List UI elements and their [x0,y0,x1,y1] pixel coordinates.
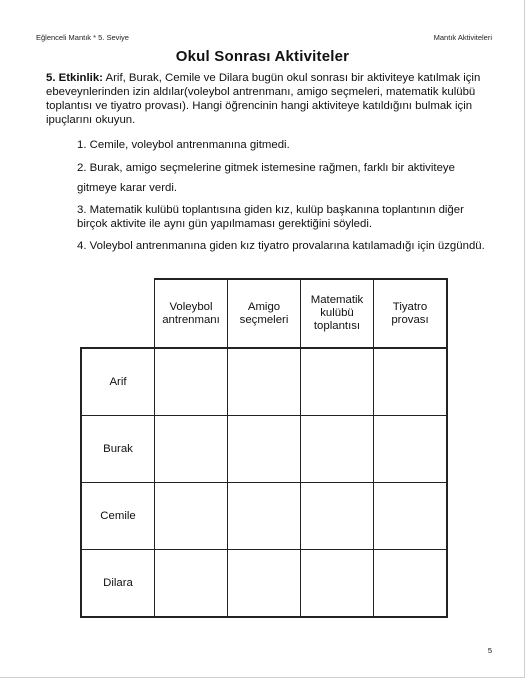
row-header: Burak [81,416,155,483]
clue-1: 1. Cemile, voleybol antrenmanına gitmedi. [77,139,290,151]
logic-grid [80,278,448,618]
grid-cell[interactable] [374,416,448,483]
grid-row [81,416,447,483]
row-header: Cemile [81,483,155,550]
grid-cell[interactable] [301,550,374,618]
activity-description: Arif, Burak, Cemile ve Dilara bugün okul sonrası bir aktiviteye katılmak için ebeveynlerinden izin aldılar(voleybol antrenmanı, amigo seçmeleri, matematik kulübü toplantısı ve tiyatro provası). Hangi öğrencinin hangi aktiviteye katıldığını bulmak için ipuçlarını okuyun. [46,72,481,126]
grid-cell[interactable] [228,550,301,618]
grid-header-row [81,279,447,348]
header-series: Eğlenceli Mantık * 5. Seviye [36,33,129,42]
grid-cell[interactable] [374,483,448,550]
grid-cell[interactable] [228,416,301,483]
clue-2: 2. Burak, amigo seçmelerine gitmek istemesine rağmen, farklı bir aktiviteye gitmeye karar verdi. [77,162,455,194]
page-title: Okul Sonrası Aktiviteler [175,48,350,65]
column-header [301,279,374,348]
clue-3: 3. Matematik kulübü toplantısına giden kız, kulüp başkanına toplantının diğer birçok aktivite ile aynı gün yapılmaması gerektiğini söyledi. [77,204,464,230]
grid-cell[interactable] [374,348,448,416]
grid-cell[interactable] [301,483,374,550]
header-category: Mantık Aktiviteleri [433,33,492,42]
grid-cell[interactable] [228,483,301,550]
column-header [374,279,448,348]
column-header-label: Matematik kulübü toplantısı [310,294,364,332]
grid-cell[interactable] [228,348,301,416]
grid-cell[interactable] [155,550,228,618]
grid-row [81,550,447,618]
column-header [228,279,301,348]
activity-intro [46,71,482,127]
grid-cell[interactable] [155,348,228,416]
activity-label: 5. Etkinlik: [46,72,103,84]
grid-cell[interactable] [301,416,374,483]
grid-row [81,348,447,416]
column-header-label: Amigo seçmeleri [239,300,289,326]
grid-cell[interactable] [155,416,228,483]
clue-4: 4. Voleybol antrenmanına giden kız tiyatro provalarına katılamadığı için üzgündü. [77,240,485,252]
row-header: Dilara [81,550,155,618]
grid-cell[interactable] [155,483,228,550]
row-header: Arif [81,348,155,416]
grid-cell[interactable] [301,348,374,416]
grid-row [81,483,447,550]
grid-corner [81,279,155,348]
column-header-label: Tiyatro provası [391,300,429,326]
column-header-label: Voleybol antrenmanı [162,300,220,326]
column-header [155,279,228,348]
page-number: 5 [487,646,492,655]
grid-cell[interactable] [374,550,448,618]
